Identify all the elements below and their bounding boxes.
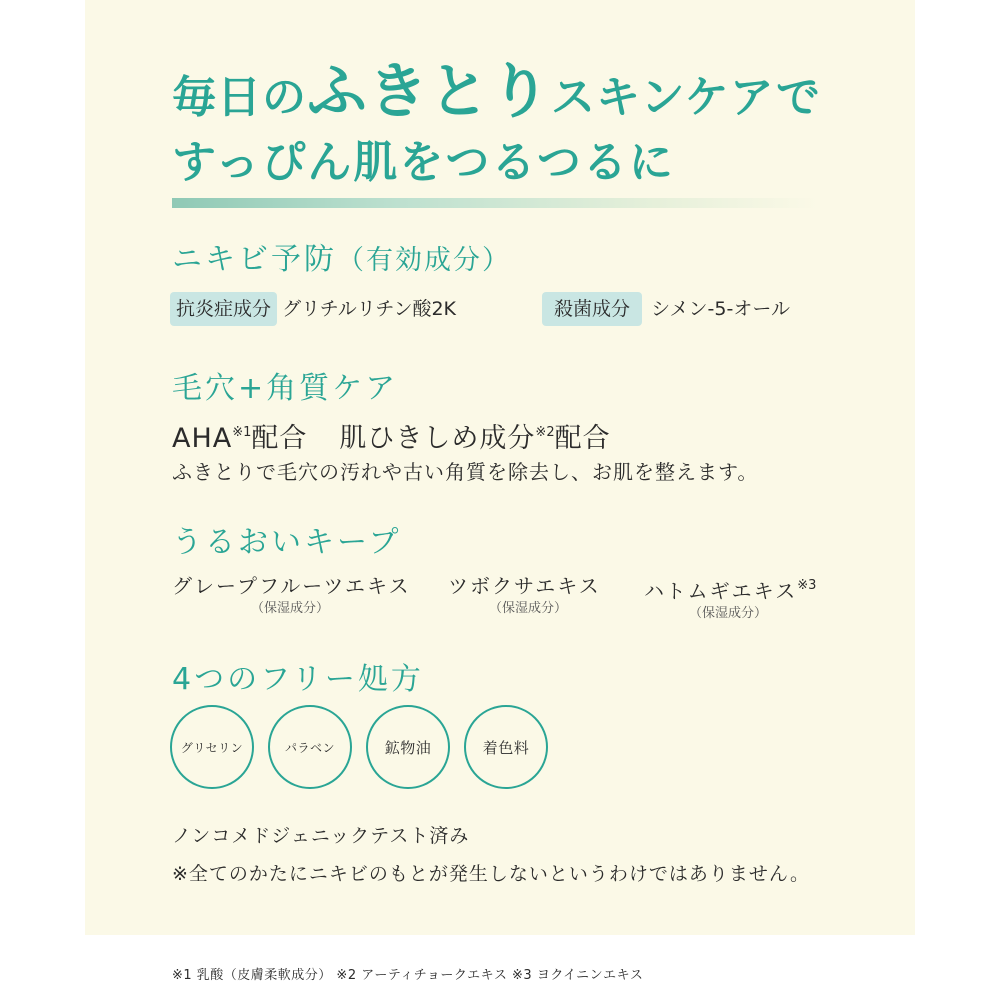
pore-section-title: 毛穴+角質ケア: [172, 371, 399, 406]
free-badge-paraben: パラベン: [268, 705, 352, 789]
disclaimer-note: ※全てのかたにニキビのもとが発生しないというわけではありません。: [172, 863, 811, 885]
acne-ingredient-1: [170, 292, 456, 326]
ingredient-note: （保湿成分）: [688, 606, 767, 621]
acne-section-title: [172, 240, 511, 281]
pore-feature-line: [172, 416, 611, 456]
tightening-label: 肌ひきしめ成分: [339, 423, 536, 454]
ingredient-note: （保湿成分）: [250, 601, 329, 616]
moisture-item-grapefruit: [172, 572, 411, 618]
ingredient-name: ツボクサエキス: [448, 574, 601, 598]
free-badge-mineral-oil: 鉱物油: [366, 705, 450, 789]
acne-title-paren: （有効成分）: [337, 245, 511, 276]
acne-ingredient-2: [542, 292, 790, 326]
ingredient-name: グレープフルーツエキス: [172, 574, 411, 598]
moisture-section-title: うるおいキープ: [172, 525, 402, 560]
headline-underline: [172, 198, 817, 208]
anti-inflammatory-value: グリチルリチン酸2K: [282, 298, 456, 320]
headline-line-2: すっぴん肌をつるつるに: [172, 137, 675, 188]
aha-label: AHA: [172, 423, 233, 454]
headline-post: スキンケアで: [551, 72, 821, 123]
antibacterial-tag: 殺菌成分: [542, 292, 642, 326]
headline-line-1: [172, 52, 821, 138]
aha-footnote-mark: ※1: [232, 425, 252, 440]
moisture-item-centella: [448, 572, 608, 618]
headline-pre: 毎日の: [172, 72, 307, 123]
free-badge-glycerin: グリセリン: [170, 705, 254, 789]
pore-description: ふきとりで毛穴の汚れや古い角質を除去し、お肌を整えます。: [172, 460, 759, 484]
free-badge-colorant: 着色料: [464, 705, 548, 789]
footnotes: ※1 乳酸（皮膚柔軟成分） ※2 アーティチョークエキス ※3 ヨクイニンエキス: [172, 968, 644, 983]
noncomedogenic-note: ノンコメドジェニックテスト済み: [172, 825, 470, 847]
headline-emphasis: ふきとり: [307, 57, 551, 127]
anti-inflammatory-tag: 抗炎症成分: [170, 292, 277, 326]
hatomugi-footnote-mark: ※3: [797, 578, 817, 593]
acne-title-text: ニキビ予防: [172, 242, 337, 277]
ingredient-note: （保湿成分）: [488, 601, 567, 616]
moisture-item-hatomugi: [644, 572, 824, 623]
tightening-footnote-mark: ※2: [535, 425, 555, 440]
aha-post: 配合: [251, 423, 308, 454]
tightening-post: 配合: [554, 423, 611, 454]
ingredient-name: ハトムギエキス: [644, 579, 798, 603]
free-section-title: 4つのフリー処方: [172, 662, 424, 697]
antibacterial-value: シメン-5-オール: [651, 298, 790, 320]
